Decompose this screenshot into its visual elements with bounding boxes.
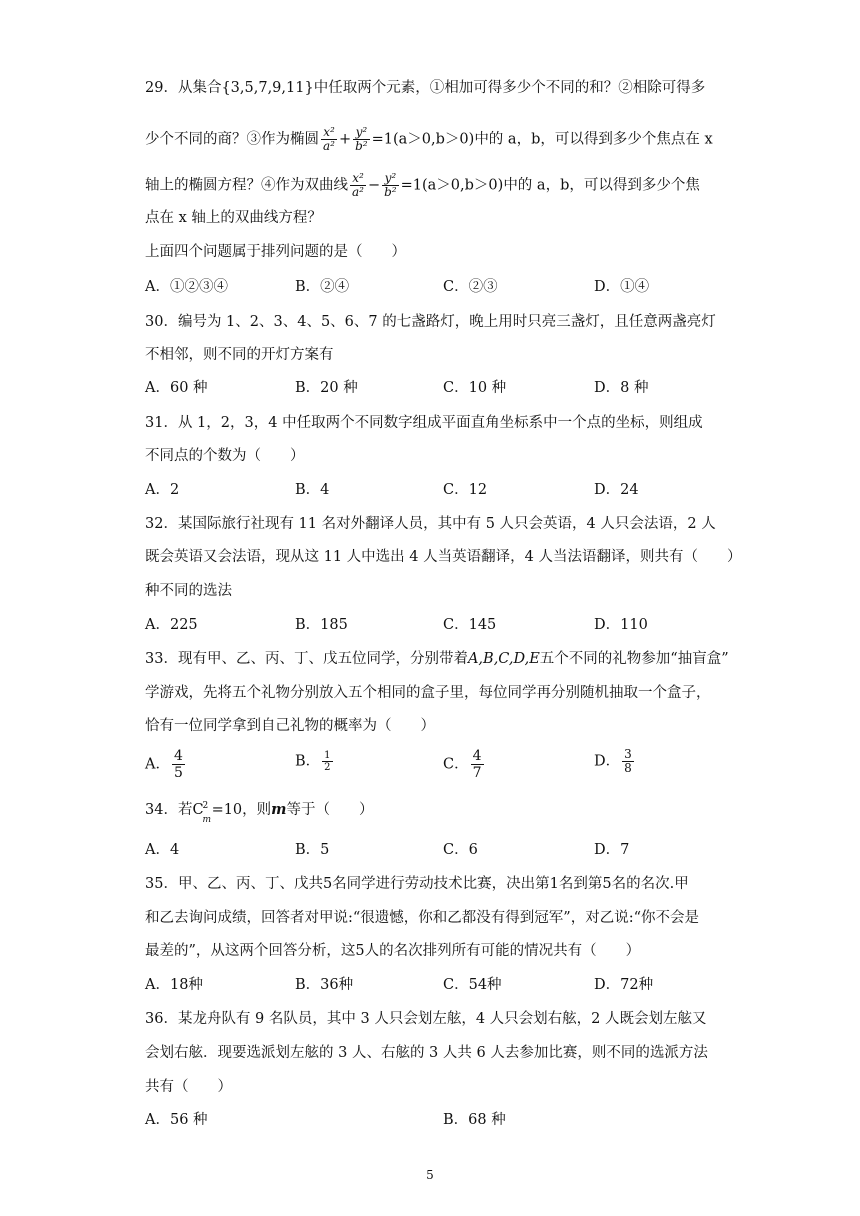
ellipse-frac-x: $\frac{\text{x²}}{\text{a²}}$ <box>323 125 335 153</box>
q29-line-1 <box>145 78 705 98</box>
q29-text: 中的 a，b，可以得到多少个焦点在 x <box>474 131 713 148</box>
q32-option-b[interactable]: B．185 <box>295 617 348 633</box>
q31-line-1: 31．从 1，2，3，4 中任取两个不同数字组成平面直角坐标系中一个点的坐标，则组成 <box>145 415 703 431</box>
q29-text: 中任取两个元素，①相加可得多少个不同的和？②相除可得多 <box>313 80 706 96</box>
q35-option-b[interactable]: B．36种 <box>295 977 354 993</box>
q29-text: 少个不同的商？③作为椭圆 <box>145 131 319 148</box>
q34-option-d[interactable]: D．7 <box>594 842 630 858</box>
q31-line-2: 不同点的个数为（ ） <box>145 448 305 464</box>
q30-option-b[interactable]: B．20 种 <box>295 380 358 396</box>
q32-option-a[interactable]: A．225 <box>145 617 198 633</box>
q29-line-3: 轴上的椭圆方程？④作为双曲线 $\frac{\text{x²}}{\text{a²}}$ − $\frac{\text{y²}}{\text{b²}}$ =1(a＞0,b＞0)中的 a，b，可以得到多少个焦 <box>145 171 700 199</box>
q33-option-a[interactable]: A． $\frac{4}{5}$ <box>145 748 183 781</box>
q33-line-2: 学游戏，先将五个礼物分别放入五个相同的盒子里，每位同学再分别随机抽取一个盒子， <box>145 685 711 701</box>
q33-text: 33．现有甲、乙、丙、丁、戊五位同学，分别带着 <box>145 651 468 667</box>
q36-option-a[interactable]: A．56 种 <box>145 1112 208 1128</box>
q33-gift-letters: A,B,C,D,E <box>467 651 540 667</box>
fraction: $\frac{3}{8}$ <box>624 747 632 775</box>
q34-option-c[interactable]: C．6 <box>443 842 478 858</box>
q35-option-a[interactable]: A．18种 <box>145 977 203 993</box>
q29-prompt: 上面四个问题属于排列问题的是（ ） <box>145 244 406 260</box>
q36-line-2: 会划右舷．现要选派划左舷的 3 人、右舷的 3 人共 6 人去参加比赛，则不同的选派方法 <box>145 1045 708 1061</box>
q31-option-c[interactable]: C．12 <box>443 482 488 498</box>
q33-option-b[interactable]: B． $\frac{1}{2}$ <box>295 750 331 773</box>
hyperbola-frac-x: $\frac{\text{x²}}{\text{a²}}$ <box>352 171 364 199</box>
q33-option-d[interactable]: D． $\frac{3}{8}$ <box>594 747 632 775</box>
q30-option-a[interactable]: A．60 种 <box>145 380 208 396</box>
q32-line-3: 种不同的选法 <box>145 583 232 599</box>
fraction: $\frac{1}{2}$ <box>324 750 331 773</box>
q36-line-3: 共有（ ） <box>145 1079 232 1095</box>
q29-line-2: 少个不同的商？③作为椭圆 $\frac{\text{x²}}{\text{a²}}$ + $\frac{\text{y²}}{\text{b²}}$ =1(a＞0,b＞0)中的 a，b，可以得到多少个焦点在 x <box>145 125 713 153</box>
q30-option-c[interactable]: C．10 种 <box>443 380 507 396</box>
fraction: $\frac{4}{7}$ <box>472 748 482 781</box>
q29-text: 29．从集合 <box>145 80 222 96</box>
hyperbola-frac-y: $\frac{\text{y²}}{\text{b²}}$ <box>384 171 397 199</box>
q29-option-c[interactable]: C．②③ <box>443 279 498 295</box>
q33-line-3: 恰有一位同学拿到自己礼物的概率为（ ） <box>145 718 435 734</box>
q29-option-b[interactable]: B．②④ <box>295 279 350 295</box>
q30-line-2: 不相邻，则不同的开灯方案有 <box>145 347 334 363</box>
q32-line-1: 32．某国际旅行社现有 11 名对外翻译人员，其中有 5 人只会英语，4 人只会法语，2 人 <box>145 516 716 532</box>
ellipse-frac-y: $\frac{\text{y²}}{\text{b²}}$ <box>355 125 368 153</box>
q31-option-b[interactable]: B．4 <box>295 482 330 498</box>
q33-line-1 <box>145 649 729 669</box>
q35-line-1: 35．甲、乙、丙、丁、戊共5名同学进行劳动技术比赛，决出第1名到第5名的名次.甲 <box>145 876 689 892</box>
variable-m: m <box>271 801 287 818</box>
q29-option-d[interactable]: D．①④ <box>594 279 650 295</box>
q33-option-c[interactable]: C． $\frac{4}{7}$ <box>443 748 482 781</box>
q29-option-a[interactable]: A．①②③④ <box>145 279 228 295</box>
ellipse-rhs: =1(a＞0,b＞0) <box>371 131 475 148</box>
q36-line-1: 36．某龙舟队有 9 名队员，其中 3 人只会划左舷，4 人只会划右舷，2 人既会划左舷又 <box>145 1011 707 1027</box>
page-number: 5 <box>426 1168 434 1182</box>
q35-line-3: 最差的”，从这两个回答分析，这5人的名次排列所有可能的情况共有（ ） <box>145 943 641 959</box>
q29-text: 轴上的椭圆方程？④作为双曲线 <box>145 177 348 194</box>
combination-symbol: C 2 m <box>192 801 211 825</box>
q29-text: 中的 a，b，可以得到多少个焦 <box>503 177 700 194</box>
fraction: $\frac{4}{5}$ <box>173 748 183 781</box>
q32-option-d[interactable]: D．110 <box>594 617 648 633</box>
q29-set: {3,5,7,9,11} <box>221 80 314 96</box>
q31-option-a[interactable]: A．2 <box>145 482 180 498</box>
q29-line-4: 点在 x 轴上的双曲线方程？ <box>145 210 322 226</box>
q33-text: 五个不同的礼物参加“抽盲盒” <box>539 651 729 667</box>
q32-line-2: 既会英语又会法语，现从这 11 人中选出 4 人当英语翻译，4 人当法语翻译，则共有（ ） <box>145 549 742 565</box>
q34-option-a[interactable]: A．4 <box>145 842 180 858</box>
q30-option-d[interactable]: D．8 种 <box>594 380 649 396</box>
q31-option-d[interactable]: D．24 <box>594 482 639 498</box>
q30-line-1: 30．编号为 1、2、3、4、5、6、7 的七盏路灯，晚上用时只亮三盏灯，且任意两盏亮灯 <box>145 314 716 330</box>
q35-line-2: 和乙去询问成绩，回答者对甲说:“很遗憾，你和乙都没有得到冠军”，对乙说:“你不会是 <box>145 910 700 926</box>
q36-option-b[interactable]: B．68 种 <box>443 1112 506 1128</box>
q34-option-b[interactable]: B．5 <box>295 842 330 858</box>
hyperbola-rhs: =1(a＞0,b＞0) <box>400 177 504 194</box>
q34-line-1: 34．若C 2 m =10，则m等于（ ） <box>145 801 374 825</box>
q35-option-c[interactable]: C．54种 <box>443 977 502 993</box>
q32-option-c[interactable]: C．145 <box>443 617 497 633</box>
q35-option-d[interactable]: D．72种 <box>594 977 654 993</box>
